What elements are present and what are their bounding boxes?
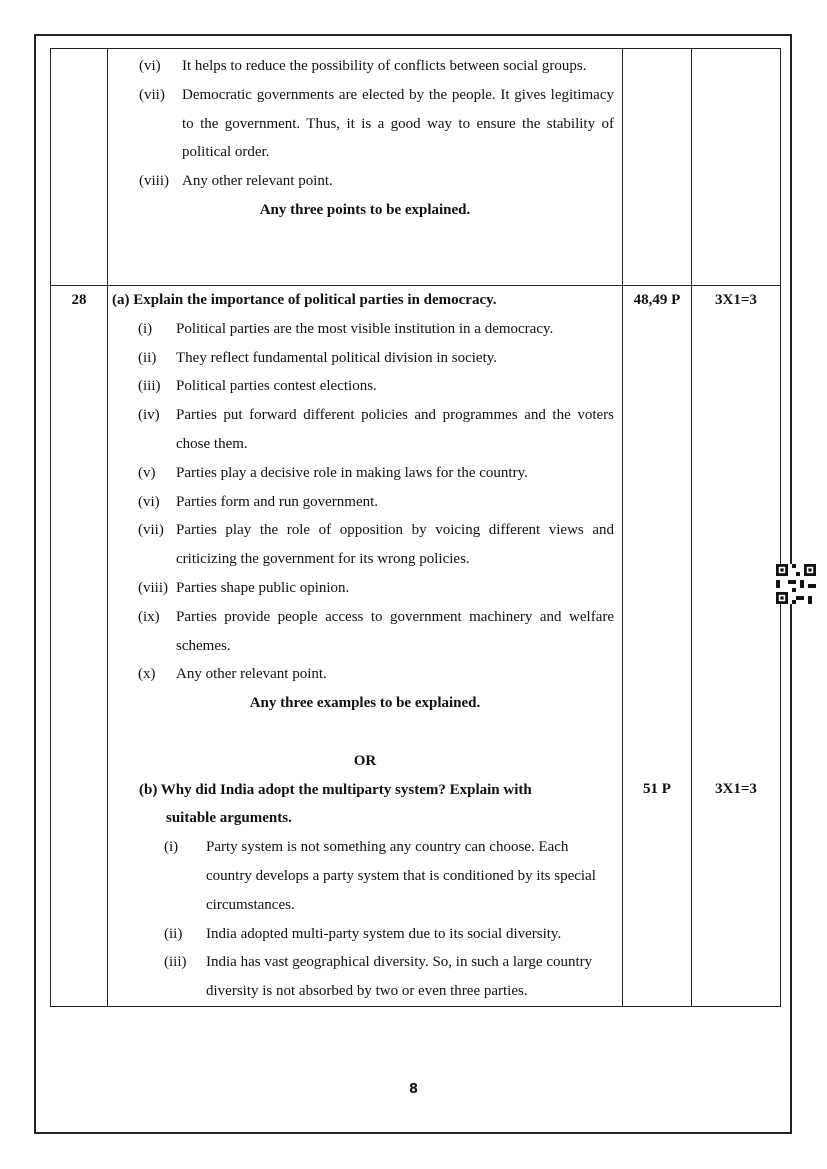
spacer — [692, 315, 780, 775]
marks-cell — [692, 286, 781, 1007]
or-separator: OR — [353, 752, 377, 769]
list-item: (iv) Parties put forward different policies and programmes and the voters chose them. — [138, 407, 614, 452]
question-number: 28 — [71, 292, 87, 308]
marks-cell-empty — [692, 49, 781, 286]
list-item: (iii) Political parties contest elections. — [138, 378, 377, 395]
table-row-continued — [51, 49, 781, 286]
question-b-heading-cont: suitable arguments. — [166, 810, 292, 827]
continued-answer-cell — [108, 49, 623, 286]
question-b-heading: (b) Why did India adopt the multiparty system? Explain with — [139, 781, 532, 798]
list-item: (ii) India adopted multi-party system due to its social diversity. — [164, 925, 562, 942]
list-item: (vii) Parties play the role of opposition by voicing different views and criticizing the government for its wrong policies. — [138, 522, 614, 568]
page-ref-a: 48,49 P — [633, 292, 681, 308]
list-item: (vi) It helps to reduce the possibility of conflicts between social groups. — [139, 58, 587, 74]
instruction-note: Any three examples to be explained. — [249, 695, 481, 712]
list-item: (i) Political parties are the most visible institution in a democracy. — [138, 320, 554, 337]
list-item: (iii) India has vast geographical diversity. So, in such a large country diversity is not absorbed by two or even three parties. — [164, 954, 593, 1000]
question-number-cell-empty — [51, 49, 108, 286]
answer-cell — [108, 286, 623, 1007]
list-item: (vi) Parties form and run government. — [138, 493, 379, 510]
marking-scheme-table — [50, 48, 781, 1007]
question-a-heading: (a) Explain the importance of political parties in democracy. — [112, 292, 497, 308]
spacer — [108, 718, 622, 747]
table-row-question-28 — [51, 286, 781, 1007]
list-item: (viii) Any other relevant point. — [139, 173, 333, 190]
list-item: (ix) Parties provide people access to government machinery and welfare schemes. — [138, 608, 614, 654]
page-ref-cell — [623, 286, 692, 1007]
list-item: (ii) They reflect fundamental political division in society. — [138, 349, 498, 366]
page-ref-b: 51 P — [643, 780, 671, 797]
list-item: (v) Parties play a decisive role in making laws for the country. — [138, 464, 528, 481]
page-number: 8 — [408, 1082, 419, 1097]
qr-code-icon — [776, 564, 816, 604]
instruction-note: Any three points to be explained. — [259, 201, 471, 218]
page-ref-cell-empty — [623, 49, 692, 286]
spacer — [623, 315, 691, 775]
list-item: (viii) Parties shape public opinion. — [138, 579, 350, 596]
marks-a: 3X1=3 — [715, 292, 757, 308]
list-item: (vii) Democratic governments are elected by the people. It gives legitimacy to the government. Thus, it is a good way to ensure the stability of political order. — [139, 86, 614, 161]
list-item: (x) Any other relevant point. — [138, 666, 327, 683]
question-number-cell — [51, 286, 108, 1007]
marks-b: 3X1=3 — [715, 780, 757, 797]
list-item: (i) Party system is not something any country can choose. Each country develops a party system that is conditioned by its special circumstances. — [164, 839, 596, 913]
